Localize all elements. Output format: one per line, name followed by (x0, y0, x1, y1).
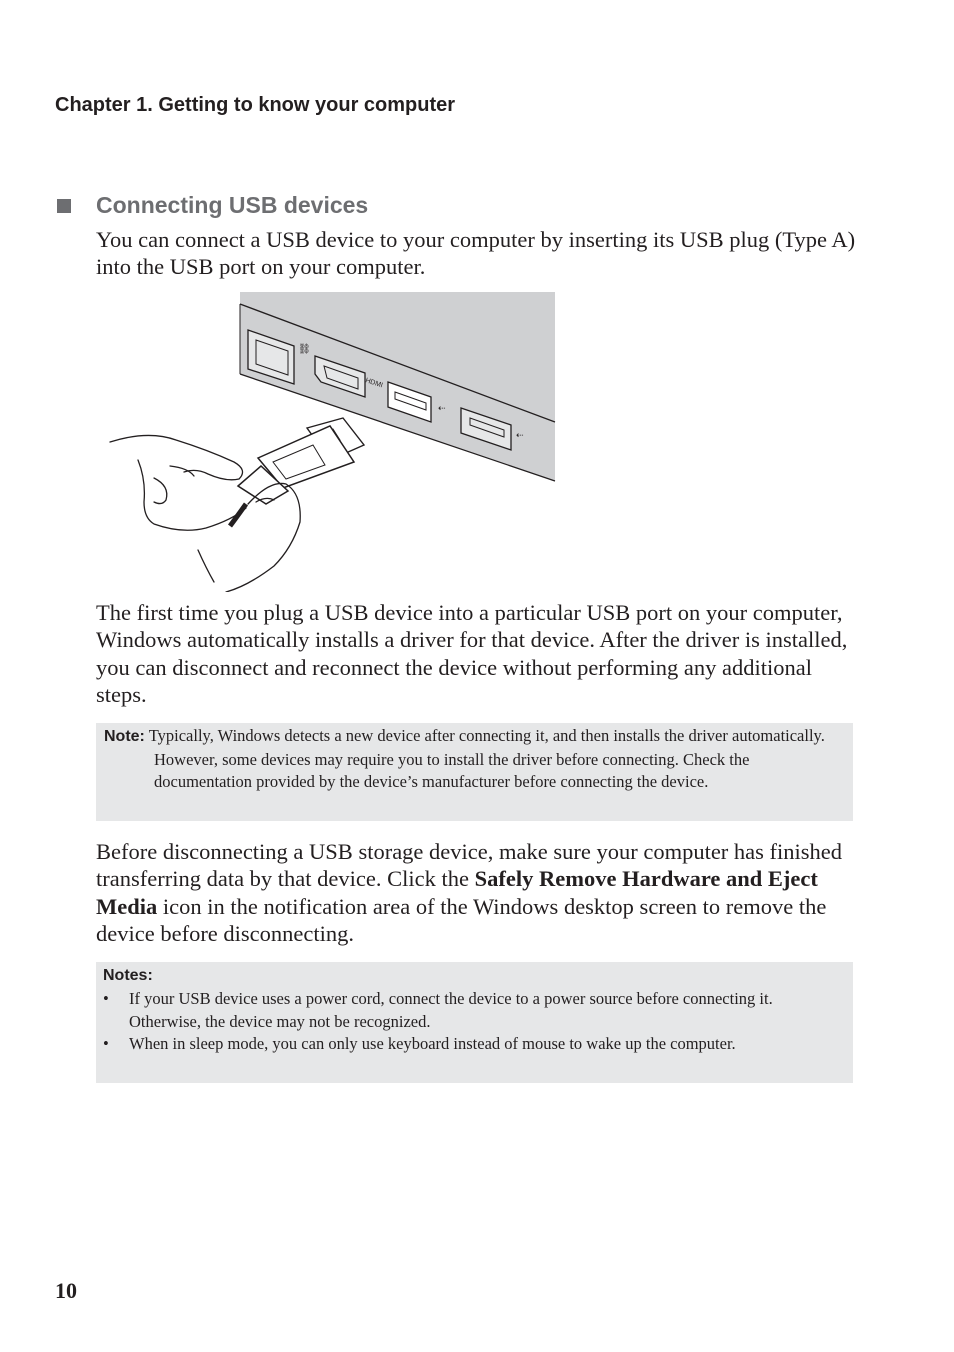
note-label: Note: (104, 728, 145, 745)
usb-icon: ⇠ (438, 404, 446, 414)
safely-remove-hardware-term: Safely Remove Hardware and Eject Media (96, 866, 818, 919)
first-time-paragraph: The first time you plug a USB device into a particular USB port on your computer, Windows automatically installs a driver for that device. After the driver is installed, you can disconnect and reconnect the device without performing any additional steps. (96, 600, 848, 707)
note-box (96, 723, 853, 821)
notes-box (96, 962, 853, 1083)
page-number: 10 (55, 1278, 77, 1303)
note-text: Typically, Windows detects a new device after connecting it, and then installs the driver automatically. However, some devices may require you to install the driver before connecting. Check the documentation provided by the device’s manufacturer before connecting the device. (148, 726, 825, 792)
notes-list (103, 988, 839, 1056)
usb-connection-illustration (108, 290, 558, 592)
disconnect-text-start: Before disconnecting a USB storage device, make sure your computer has finished transferring data by that device. Click the (96, 839, 843, 892)
intro-paragraph: You can connect a USB device to your computer by inserting its USB plug (Type A) into the USB port on your computer. (96, 227, 856, 280)
svg-text:⛓: ⛓ (298, 344, 311, 355)
usb-plug (230, 418, 364, 526)
square-bullet-icon (57, 199, 71, 213)
notes-label: Notes: (103, 967, 153, 984)
list-item: • When in sleep mode, you can only use keyboard instead of mouse to wake up the computer. (103, 1033, 839, 1056)
note-content (104, 725, 839, 794)
usb-icon-secondary: ⇠ (516, 431, 524, 441)
hdmi-port-label: HDMI (364, 377, 384, 390)
list-item: • If your USB device uses a power cord, connect the device to a power source before connecting it. Otherwise, the device may not be recognized. (103, 988, 839, 1033)
section-title: Connecting USB devices (96, 192, 369, 218)
disconnect-paragraph (96, 838, 866, 947)
chapter-heading: Chapter 1. Getting to know your computer (55, 94, 456, 116)
disconnect-text-end: icon in the notification area of the Windows desktop screen to remove the device before disconnecting. (96, 893, 827, 946)
